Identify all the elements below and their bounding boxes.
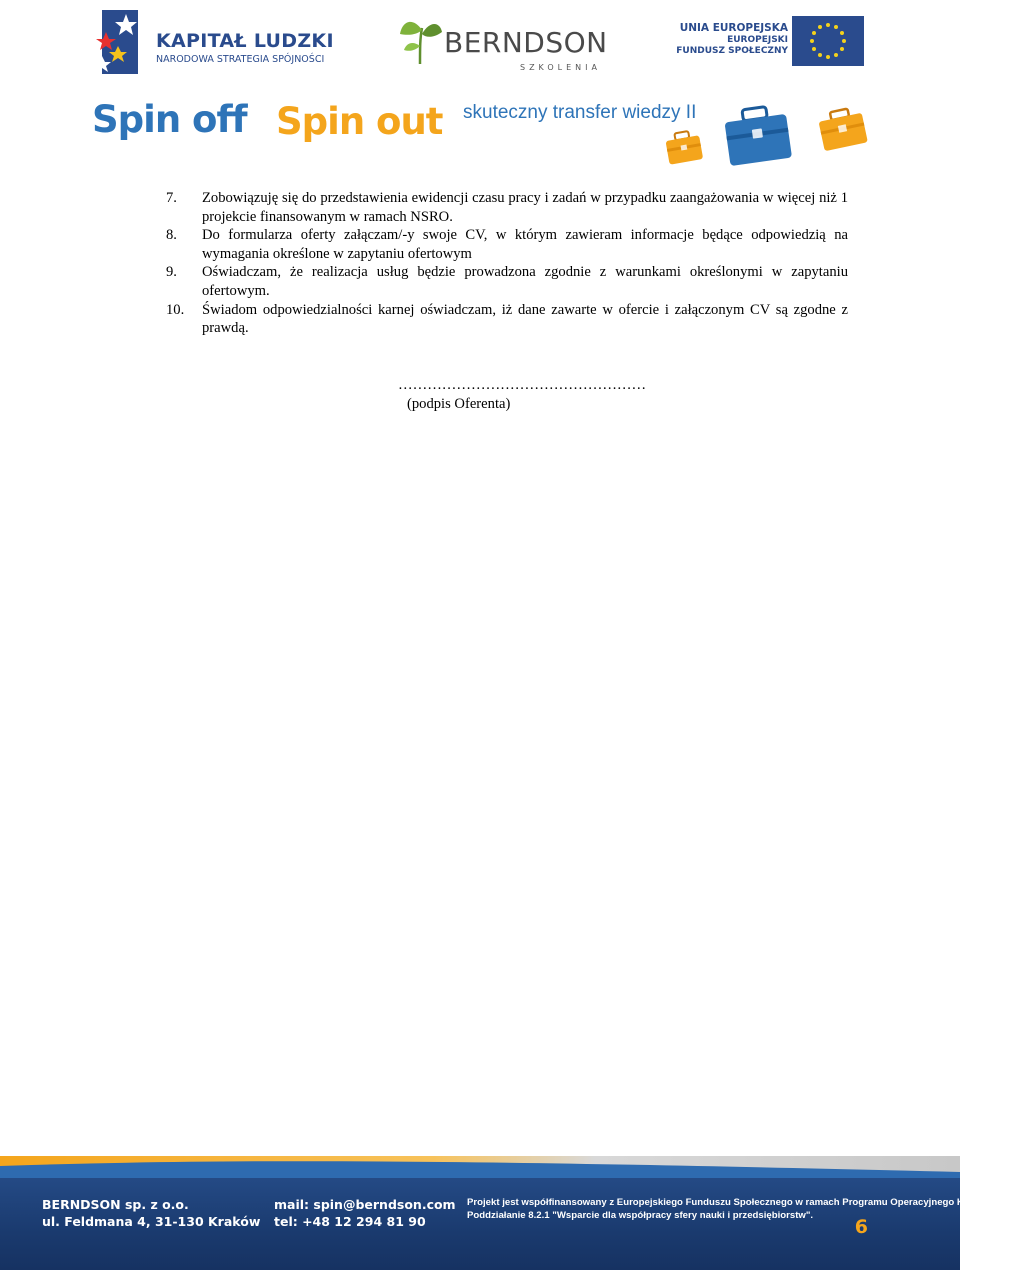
footer-stripe [0, 1156, 960, 1178]
eu-logo [676, 14, 868, 68]
footer-company-address: ul. Feldmana 4, 31-130 Kraków [42, 1214, 261, 1229]
footer-contact [274, 1196, 456, 1230]
signature-line: …………………………………………… [398, 377, 647, 393]
eu-text [676, 22, 788, 57]
footer-tel: tel: +48 12 294 81 90 [274, 1214, 426, 1229]
berndson-title: BERNDSON [444, 26, 608, 59]
list-item-text: Do formularza oferty załączam/-y swoje CV, w którym zawieram informacje będące odpowiedzią na wymagania określone w zapytaniu ofertowym [202, 227, 848, 262]
list-item-number: 9. [166, 264, 177, 281]
eu-line2: EUROPEJSKI [727, 35, 788, 45]
spin-banner [0, 92, 960, 174]
list-item-number: 10. [166, 301, 185, 318]
blue-briefcase-icon [722, 102, 794, 168]
signature-label: (podpis Oferenta) [407, 396, 511, 412]
list-item [166, 189, 848, 226]
list-item-text: Świadom odpowiedzialności karnej oświadczam, iż dane zawarte w ofercie i załączonym CV są zgodne z prawdą. [202, 301, 848, 337]
eu-line3: FUNDUSZ SPOŁECZNY [676, 46, 788, 56]
header-logos [0, 0, 960, 90]
kapital-ludzki-subtitle: NARODOWA STRATEGIA SPÓJNOŚCI [156, 54, 325, 65]
kapital-ludzki-logo [92, 6, 342, 80]
declaration-list [166, 189, 848, 338]
list-item [166, 226, 848, 263]
spin-off-title: Spin off [92, 98, 247, 141]
orange-briefcase-icon [664, 128, 704, 166]
page-number: 6 [854, 1216, 868, 1238]
footer-company [42, 1196, 260, 1230]
footer-project-line1: Projekt jest współfinansowany z Europejskiego Funduszu Społecznego w ramach Programu Operacyjnego Kapitał Ludzki [467, 1197, 1022, 1208]
list-item [166, 301, 848, 338]
berndson-leaf-icon [398, 12, 444, 66]
berndson-logo [398, 12, 608, 72]
list-item-number: 7. [166, 190, 177, 206]
footer-project-line2: Poddziałanie 8.2.1 "Wsparcie dla współpracy sfery nauki i przedsiębiorstw". [467, 1209, 814, 1221]
eu-line1: UNIA EUROPEJSKA [679, 22, 788, 34]
signature-block [398, 376, 678, 414]
footer-company-name: BERNDSON sp. z o.o. [42, 1197, 189, 1212]
list-item-text: Zobowiązuję się do przedstawienia ewidencji czasu pracy i zadań w przypadku zaangażowania w więcej niż 1 projekcie finansowanym w ramach NSRO. [202, 190, 848, 225]
footer [0, 1178, 1022, 1270]
footer-mail: mail: spin@berndson.com [274, 1197, 456, 1212]
list-item [166, 263, 848, 300]
eu-flag-icon [792, 16, 864, 66]
footer-project-info [467, 1197, 1022, 1222]
list-item-text: Oświadczam, że realizacja usług będzie prowadzona zgodnie z warunkami określonymi w zapytaniu ofertowym. [202, 264, 848, 299]
berndson-subtitle: SZKOLENIA [520, 63, 601, 72]
orange-briefcase-large-icon [818, 106, 868, 152]
banner-tagline: skuteczny transfer wiedzy II [463, 102, 697, 123]
kapital-ludzki-title: KAPITAŁ LUDZKI [156, 30, 334, 52]
spin-out-title: Spin out [276, 100, 443, 143]
kapital-ludzki-emblem-icon [92, 6, 142, 78]
list-item-number: 8. [166, 227, 177, 244]
